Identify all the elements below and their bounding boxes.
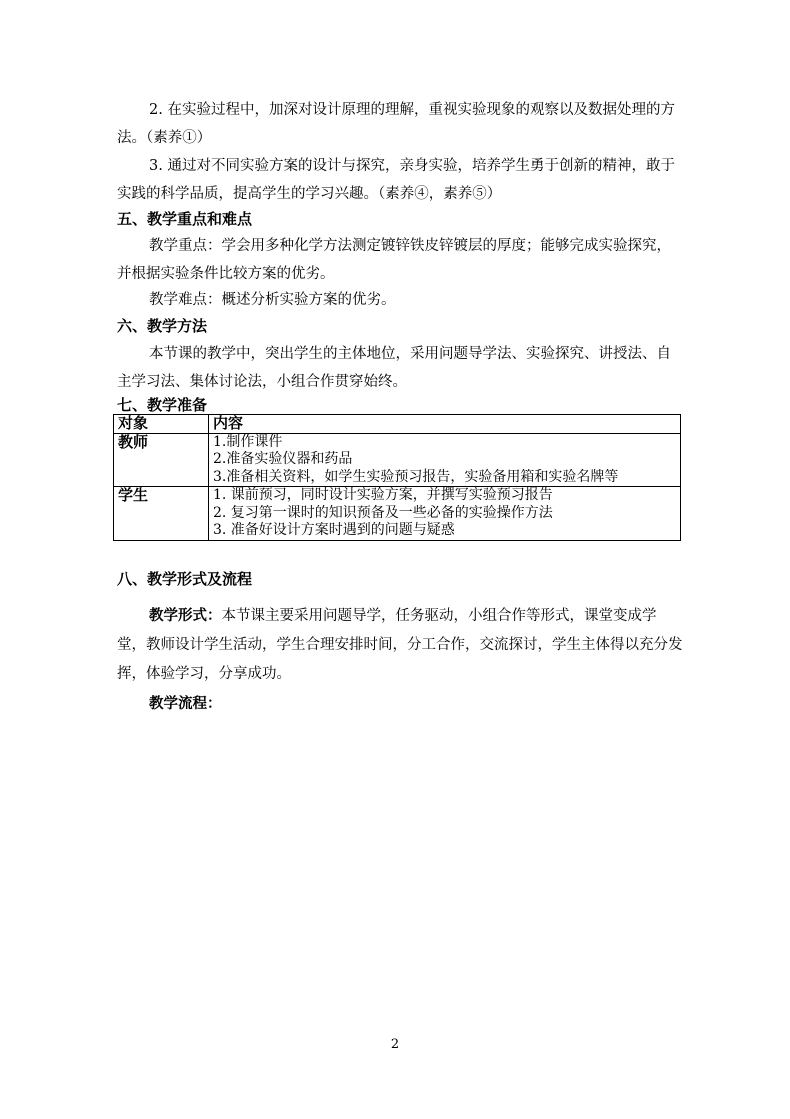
- goal-item-2: 2. 在实验过程中，加深对设计原理的理解，重视实验现象的观察以及数据处理的方法。（素养①）: [117, 102, 675, 146]
- section-5-heading: 五、教学重点和难点: [117, 210, 253, 228]
- content-cell-student: [209, 487, 681, 541]
- table-row: [114, 487, 681, 541]
- teaching-method-text: 本节课的教学中，突出学生的主体地位，采用问题导学法、实验探究、讲授法、自主学习法、集体讨论法，小组合作贯穿始终。: [117, 346, 671, 390]
- role-cell-student: 学生: [114, 487, 209, 541]
- list-item: 1. 课前预习，同时设计实验方案，并撰写实验预习报告: [213, 487, 553, 503]
- teaching-form-paragraph: [117, 602, 683, 689]
- difficulty-text: 教学难点：概述分析实验方案的优劣。: [149, 292, 396, 308]
- teaching-form-text: 本节课主要采用问题导学，任务驱动，小组合作等形式，课堂变成学堂，教师设计学生活动，学生合理安排时间，分工合作，交流探讨，学生主体得以充分发挥，体验学习，分享成功。: [117, 608, 683, 682]
- list-item: 2. 复习第一课时的知识预备及一些必备的实验操作方法: [213, 504, 553, 521]
- list-item: 3.准备相关资料，如学生实验预习报告，实验备用箱和实验名牌等: [213, 468, 619, 485]
- role-cell-teacher: 教师: [114, 433, 209, 487]
- table-header-cell: 对象: [114, 415, 209, 434]
- list-item: 1.制作课件: [213, 433, 283, 450]
- list-item: 3. 准备好设计方案时遇到的问题与疑惑: [213, 522, 455, 538]
- page-number: 2: [390, 1037, 400, 1052]
- table-header-row: [114, 415, 681, 434]
- list-item: 2.准备实验仪器和药品: [213, 451, 353, 467]
- section-7-heading: 七、教学准备: [117, 396, 208, 414]
- section-6-heading: 六、教学方法: [117, 317, 208, 335]
- table-header-cell: 内容: [209, 415, 681, 434]
- teaching-form-label: 教学形式：: [149, 608, 222, 624]
- preparation-table: [113, 414, 681, 541]
- section-8-heading: 八、教学形式及流程: [117, 570, 253, 588]
- goal-item-3: 3. 通过对不同实验方案的设计与探究，亲身实验，培养学生勇于创新的精神，敢于实践的科学品质，提高学生的学习兴趣。（素养④，素养⑤）: [117, 158, 675, 202]
- teaching-flow-label: 教学流程：: [149, 696, 222, 712]
- content-cell-teacher: [209, 433, 681, 487]
- teaching-flow-paragraph: [117, 690, 683, 718]
- key-point-text: 教学重点：学会用多种化学方法测定镀锌铁皮锌镀层的厚度；能够完成实验探究，并根据实验条件比较方案的优劣。: [117, 238, 671, 282]
- table-row: [114, 433, 681, 487]
